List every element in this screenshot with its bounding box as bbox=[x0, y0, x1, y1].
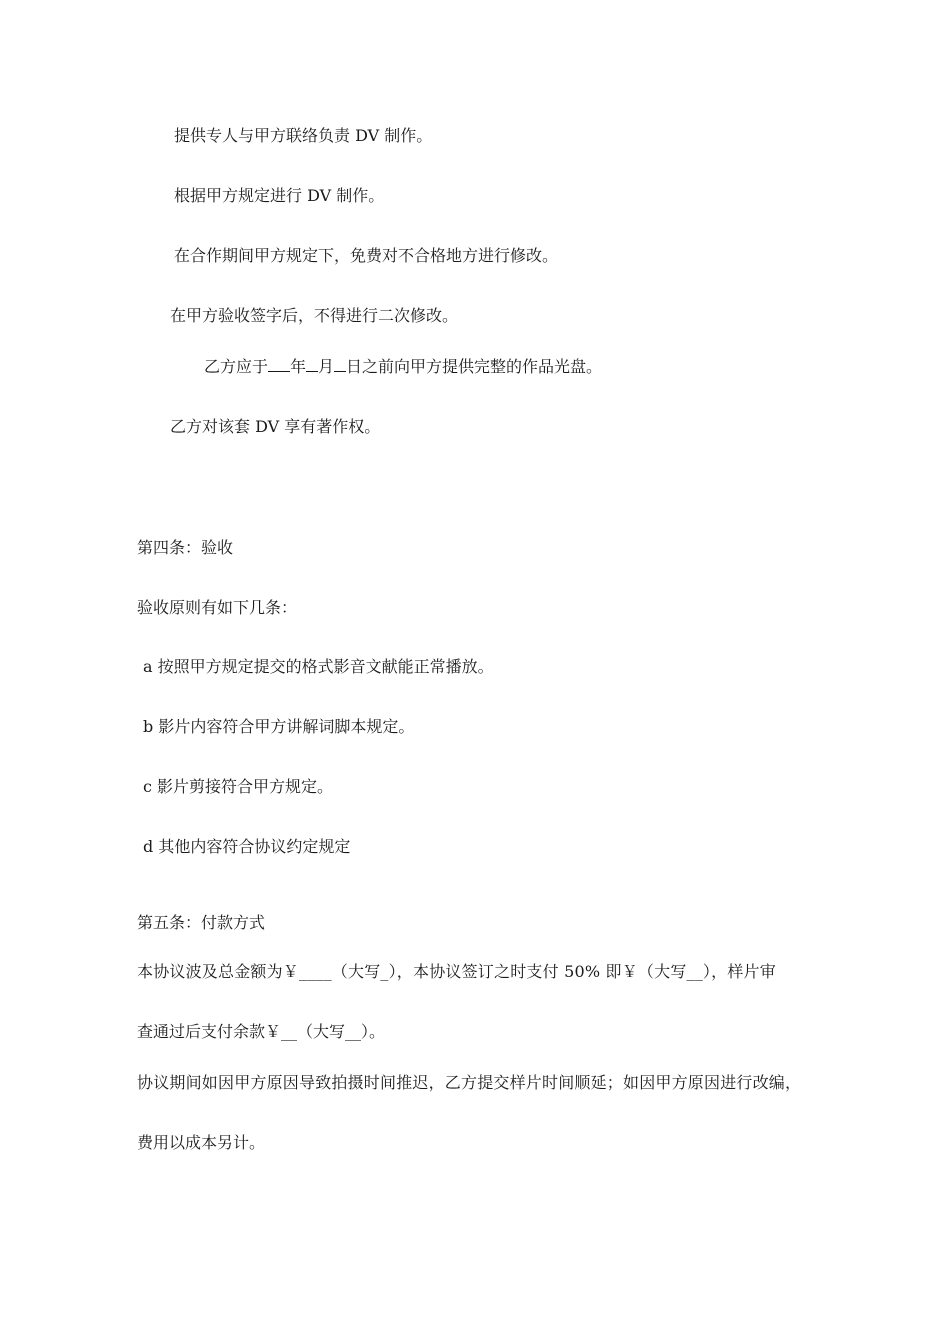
acceptance-item-b: b 影片内容符合甲方讲解词脚本规定。 bbox=[143, 717, 415, 736]
duty-item-1: 提供专人与甲方联络负责 DV 制作。 bbox=[174, 126, 433, 145]
delivery-clause bbox=[204, 357, 602, 377]
acceptance-item-c: c 影片剪接符合甲方规定。 bbox=[143, 777, 334, 796]
delivery-text-3: 月 bbox=[318, 357, 335, 376]
delivery-text-4: 日之前向甲方提供完整的作品光盘。 bbox=[346, 357, 603, 376]
copyright-clause: 乙方对该套 DV 享有著作权。 bbox=[170, 417, 381, 436]
article4-title: 第四条：验收 bbox=[137, 538, 234, 557]
duty-item-4: 在甲方验收签字后，不得进行二次修改。 bbox=[170, 306, 459, 325]
article4-intro: 验收原则有如下几条： bbox=[137, 598, 298, 617]
delivery-text-1: 乙方应于 bbox=[204, 357, 269, 376]
year-blank bbox=[268, 357, 290, 372]
delivery-text-2: 年 bbox=[290, 357, 307, 376]
payment-line-4: 费用以成本另计。 bbox=[137, 1133, 266, 1152]
month-blank bbox=[306, 357, 318, 372]
article5-title: 第五条：付款方式 bbox=[137, 913, 266, 932]
payment-line-3: 协议期间如因甲方原因导致拍摄时间推迟，乙方提交样片时间顺延；如因甲方原因进行改编， bbox=[137, 1073, 802, 1092]
payment-line-2: 查通过后支付余款￥__（大写__）。 bbox=[137, 1022, 386, 1041]
day-blank bbox=[334, 357, 346, 372]
duty-item-3: 在合作期间甲方规定下，免费对不合格地方进行修改。 bbox=[174, 246, 559, 265]
payment-line-1: 本协议波及总金额为￥____（大写_），本协议签订之时支付 50% 即￥（大写__），样片审 bbox=[137, 962, 776, 981]
acceptance-item-d: d 其他内容符合协议约定规定 bbox=[143, 837, 351, 856]
acceptance-item-a: a 按照甲方规定提交的格式影音文献能正常播放。 bbox=[143, 657, 494, 676]
duty-item-2: 根据甲方规定进行 DV 制作。 bbox=[174, 186, 385, 205]
